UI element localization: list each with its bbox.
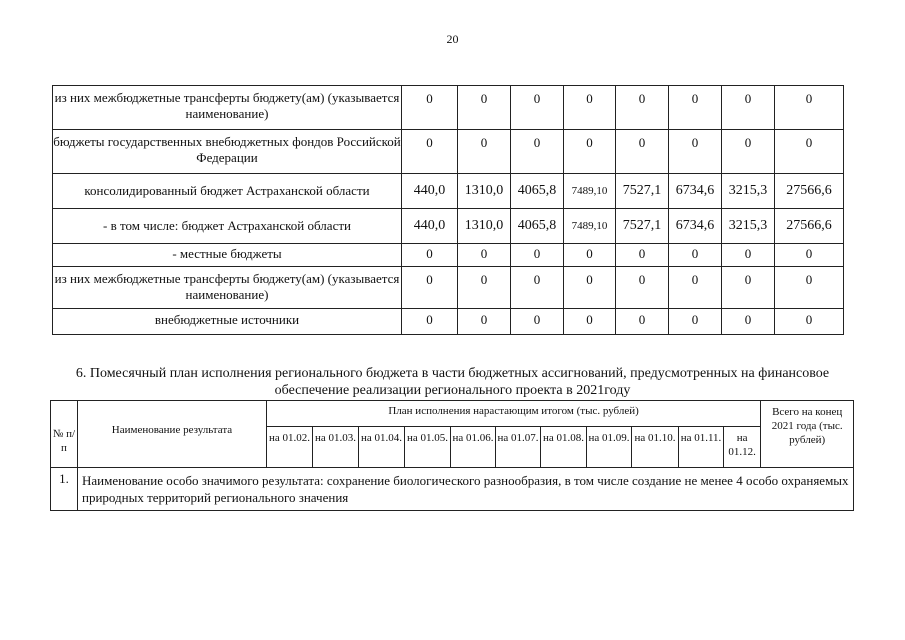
value-cell: 0 [775,130,844,174]
value-cell: 0 [458,130,511,174]
month-header: на 01.04. [359,427,405,468]
budget-row [53,130,844,174]
row-label: из них межбюджетные трансферты бюджету(ам) (указывается наименование) [53,86,402,130]
budget-row [53,209,844,244]
value-cell: 0 [722,244,775,267]
row-label: бюджеты государственных внебюджетных фондов Российской Федерации [53,130,402,174]
row-label: - местные бюджеты [53,244,402,267]
value-cell: 0 [669,130,722,174]
value-cell: 0 [616,309,669,335]
value-cell: 3215,3 [722,209,775,244]
value-cell: 0 [564,267,616,309]
budget-row [53,244,844,267]
month-header: на 01.06. [451,427,496,468]
value-cell: 0 [669,244,722,267]
value-cell: 0 [775,267,844,309]
value-cell: 1310,0 [458,209,511,244]
value-cell: 0 [669,86,722,130]
value-cell: 0 [402,244,458,267]
value-cell: 0 [669,267,722,309]
month-header: на 01.10. [632,427,679,468]
row-label: консолидированный бюджет Астраханской области [53,174,402,209]
value-cell: 0 [511,130,564,174]
value-cell: 0 [511,86,564,130]
value-cell: 27566,6 [775,174,844,209]
header-plan: План исполнения нарастающим итогом (тыс. рублей) [267,401,761,427]
value-cell: 0 [616,130,669,174]
value-cell: 6734,6 [669,174,722,209]
row-label: внебюджетные источники [53,309,402,335]
section-6-title: 6. Помесячный план исполнения регионального бюджета в части бюджетных ассигнований, предусмотренных на финансовое обеспечение реализации регионального проекта в 2021году [75,366,830,398]
month-header: на 01.11. [679,427,724,468]
value-cell: 0 [564,130,616,174]
budget-table [52,85,844,335]
value-cell: 0 [402,130,458,174]
value-cell: 0 [616,86,669,130]
value-cell: 0 [722,130,775,174]
monthly-plan-table [50,400,854,511]
value-cell: 0 [402,86,458,130]
value-cell: 0 [511,267,564,309]
value-cell: 0 [616,244,669,267]
month-header: на 01.02. [267,427,313,468]
row-label: из них межбюджетные трансферты бюджету(ам) (указывается наименование) [53,267,402,309]
value-cell: 0 [458,86,511,130]
value-cell: 7489,10 [564,174,616,209]
budget-row [53,86,844,130]
value-cell: 0 [402,267,458,309]
value-cell: 3215,3 [722,174,775,209]
value-cell: 0 [722,267,775,309]
page-number: 20 [446,32,459,46]
value-cell: 0 [616,267,669,309]
header-total: Всего на конец 2021 года (тыс. рублей) [761,401,854,468]
row-number: 1. [51,468,78,511]
value-cell: 0 [564,86,616,130]
value-cell: 4065,8 [511,209,564,244]
budget-row [53,309,844,335]
header-result-name: Наименование результата [78,401,267,468]
value-cell: 0 [669,309,722,335]
value-cell: 0 [775,244,844,267]
value-cell: 0 [458,309,511,335]
month-header: на 01.08. [541,427,587,468]
value-cell: 7489,10 [564,209,616,244]
result-description: Наименование особо значимого результата: сохранение биологического разнообразия, в том числе создание не менее 4 особо охраняемых природных территорий регионального значения [78,468,854,511]
month-header: на 01.09. [587,427,632,468]
value-cell: 7527,1 [616,174,669,209]
month-header: на 01.05. [405,427,451,468]
value-cell: 0 [511,309,564,335]
value-cell: 0 [458,267,511,309]
month-header: на 01.07. [496,427,541,468]
value-cell: 440,0 [402,174,458,209]
value-cell: 0 [775,309,844,335]
value-cell: 0 [564,309,616,335]
value-cell: 0 [564,244,616,267]
value-cell: 0 [722,309,775,335]
value-cell: 27566,6 [775,209,844,244]
month-header: на 01.03. [313,427,359,468]
month-header: на 01.12. [724,427,761,468]
value-cell: 0 [722,86,775,130]
value-cell: 4065,8 [511,174,564,209]
row-label: - в том числе: бюджет Астраханской области [53,209,402,244]
value-cell: 0 [775,86,844,130]
value-cell: 440,0 [402,209,458,244]
budget-row [53,174,844,209]
value-cell: 0 [458,244,511,267]
header-number: № п/ п [51,401,78,468]
value-cell: 0 [511,244,564,267]
value-cell: 1310,0 [458,174,511,209]
value-cell: 6734,6 [669,209,722,244]
value-cell: 0 [402,309,458,335]
budget-row [53,267,844,309]
value-cell: 7527,1 [616,209,669,244]
